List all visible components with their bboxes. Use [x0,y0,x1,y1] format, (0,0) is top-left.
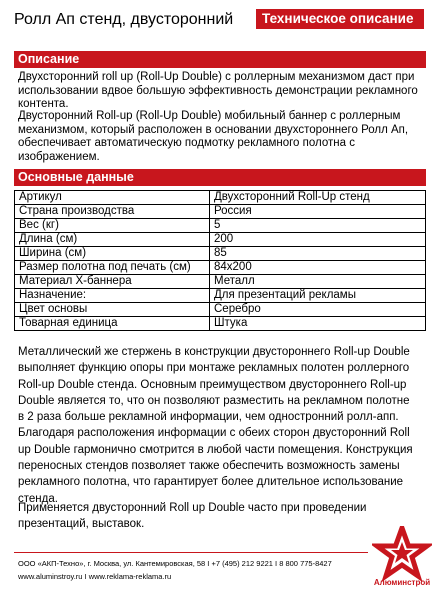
table-row [15,275,426,289]
document-type-badge: Техническое описание [256,9,424,29]
description-heading: Описание [14,51,426,68]
spec-key: Длина (см) [15,233,210,247]
spec-value: 85 [210,247,426,261]
spec-key: Товарная единица [15,317,210,331]
spec-value: 200 [210,233,426,247]
footer-websites: www.aluminstroy.ru I www.reklama-reklama.ru [18,572,172,581]
spec-key: Назначение: [15,289,210,303]
table-row [15,205,426,219]
description-paragraph-1: Двухсторонний roll up (Roll-Up Double) с роллерным механизмом даст при использовании вдвое большую эффективность демонстрации рекламного контента. [18,71,418,110]
spec-key: Ширина (см) [15,247,210,261]
table-row [15,289,426,303]
table-row [15,247,426,261]
page-title: Ролл Ап стенд, двусторонний [14,11,234,28]
table-row [15,317,426,331]
specs-table [14,190,426,331]
table-row [15,219,426,233]
description-paragraph-2: Двусторонний Roll-up (Roll-Up Double) мобильный баннер с роллерным механизмом, который расположен в основании двухстороннего Ролл Ап, обеспечивает автоматическую подмотку рекламного полотна с изображением. [18,110,409,163]
spec-key: Страна производства [15,205,210,219]
spec-value: Двухсторонний Roll-Up стенд [210,191,426,205]
spec-value: Для презентаций рекламы [210,289,426,303]
spec-key: Размер полотна под печать (см) [15,261,210,275]
footer-contacts: ООО «АКП-Техно», г. Москва, ул. Кантемировская, 58 I +7 (495) 212 9221 I 8 800 775-8427 [18,559,332,568]
logo-label: Алюминстрой [373,578,431,587]
body-paragraph-1: Металлический же стержень в конструкции двустороннего Roll-up Double выполняет функцию опоры при монтаже рекламных полотен роллерного Roll-up Double стенда. Основным преимуществом двустороннего Roll-up Double является то, что он позволяют разместить на рекламном полотне в 2 раза больше рекламной информации, чем одностронний ролл-апп. Благодаря расположения информации с обеих сторон двусторонний Roll up Double гармонично смотрится в любой части помещения. Конструкция переносных стендов позволяет также обеспечить возможность замены рекламного полотна, что гарантирует более длительное использование стенда. [18,346,413,505]
spec-value: Штука [210,317,426,331]
spec-key: Материал Х-баннера [15,275,210,289]
spec-key: Артикул [15,191,210,205]
spec-value: 84x200 [210,261,426,275]
body-paragraph-2: Применяется двусторонний Roll up Double часто при проведении презентаций, выставок. [18,502,367,531]
table-row [15,303,426,317]
table-row [15,191,426,205]
spec-value: Металл [210,275,426,289]
spec-value: Россия [210,205,426,219]
spec-value: Серебро [210,303,426,317]
spec-value: 5 [210,219,426,233]
table-row [15,233,426,247]
spec-key: Вес (кг) [15,219,210,233]
specs-heading: Основные данные [14,169,426,186]
footer-divider [14,552,368,553]
spec-key: Цвет основы [15,303,210,317]
table-row [15,261,426,275]
